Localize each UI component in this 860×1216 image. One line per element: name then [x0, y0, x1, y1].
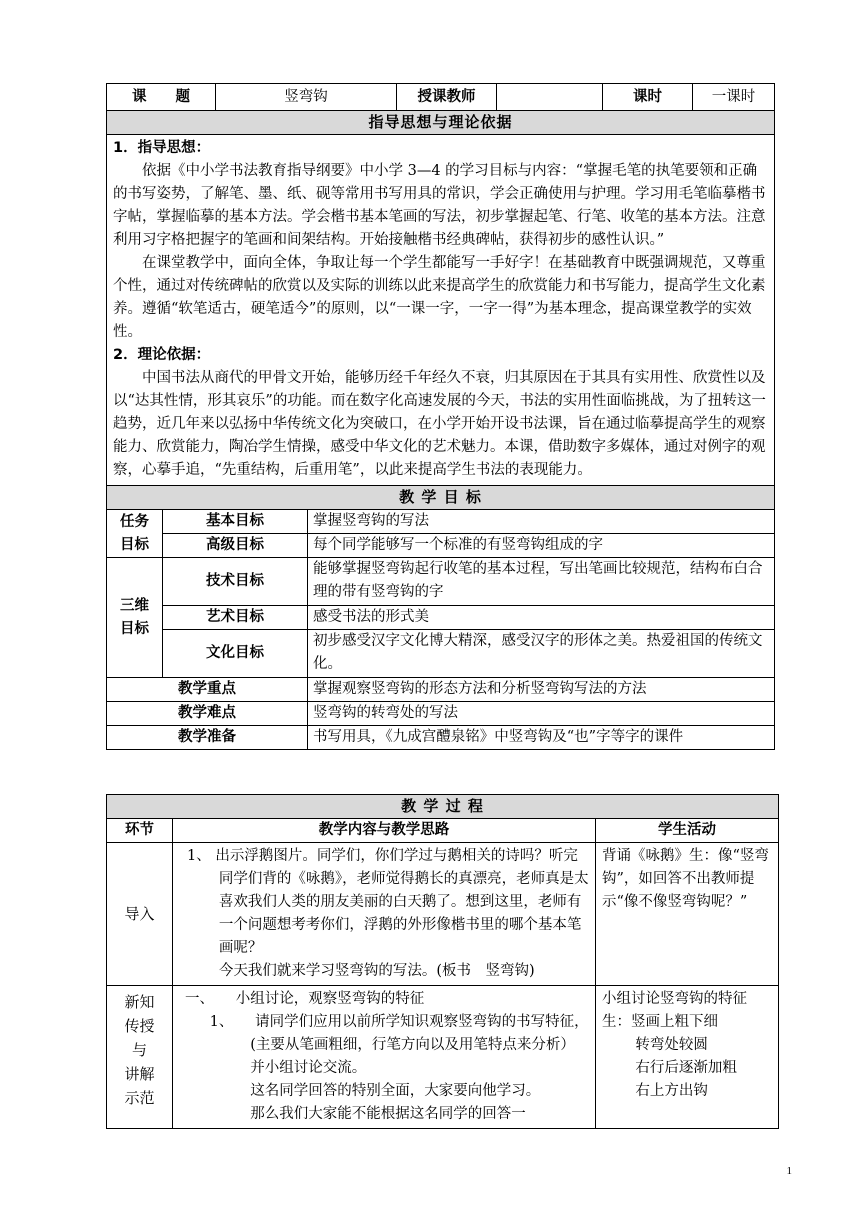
new-content-line-2: 1、 请同学们应用以前所学知识观察竖弯钩的书写特征，(主要从笔画粗细，行笔方向以及用笔特点来分析）并小组讨论交流。: [209, 1014, 589, 1076]
new-student-line-4: 右行后逐渐加粗: [635, 1060, 737, 1076]
theory-paragraph: 中国书法从商代的甲骨文开始，能够历经千年经久不衰，归其原因在于其具有实用性、欣赏性以及以“达其性情，形其哀乐”的功能。而在数字化高速发展的今天，书法的实用性面临挑战，为了扭转这一趋势，近几年来以弘扬中华传统文化为突破口，在小学开始开设书法课，旨在通过临摹提高学生的观察能力、欣赏能力，陶冶学生情操，感受中华文化的艺术魅力。本课，借助数字多媒体，通过对例字的观察，心摹手追，“先重结构，后重用笔”，以此来提高学生书法的表现能力。: [113, 370, 766, 478]
process-title: 教 学 过 程: [107, 795, 779, 819]
culture-goal-label: 文化目标: [163, 630, 308, 678]
new-content-line-4: 那么我们大家能不能根据这名同学的回答一: [250, 1106, 526, 1122]
col-header-content: 教学内容与教学思路: [173, 819, 596, 843]
advanced-goal-label: 高级目标: [163, 534, 308, 558]
guide-paragraph-2: 在课堂教学中，面向全体，争取让每一个学生都能写一手好字！在基础教育中既强调规范，又尊重个性，通过对传统碑帖的欣赏以及实际的训练以此来提高学生的欣赏能力和书写能力，提高学生文化素养。遵循“软笔适古，硬笔适今”的原则，以“一课一字，一字一得”为基本理念，提高课堂教学的实效性。: [113, 255, 766, 340]
three-dim-label: 三维目标: [107, 558, 163, 678]
preparation-text: 书写用具，《九成宫醴泉铭》中竖弯钩及“也”字等字的课件: [308, 726, 775, 750]
section-title-guidance: 指导思想与理论依据: [107, 111, 775, 135]
guidance-body: [107, 135, 775, 486]
intro-student-activity: 背诵《咏鹅》生：像“竖弯钩”，如回答不出教师提示“像不像竖弯钩呢？”: [596, 843, 779, 986]
stage-intro-label: 导入: [107, 843, 173, 986]
stage-new-line-3: 与: [131, 1041, 147, 1059]
basic-goal-text: 掌握竖弯钩的写法: [308, 510, 775, 534]
teaching-process-table: [106, 794, 779, 1129]
page-number: 1: [786, 1165, 792, 1177]
stage-new-line-1: 新知: [124, 993, 155, 1011]
stage-new-line-4: 讲解: [124, 1065, 155, 1083]
stage-new-line-2: 传授: [124, 1017, 155, 1035]
preparation-label: 教学准备: [107, 726, 308, 750]
intro-content: 1、 出示浮鹅图片。同学们，你们学过与鹅相关的诗吗？听完同学们背的《咏鹅》，老师觉得鹅长的真漂亮，老师真是太喜欢我们人类的朋友美丽的白天鹅了。想到这里，老师有一个问题想考考你们，浮鹅的外形像楷书里的哪个基本笔画呢？: [187, 848, 589, 956]
new-student-activity: [596, 986, 779, 1129]
culture-goal-text: 初步感受汉字文化博大精深，感受汉字的形体之美。热爱祖国的传统文化。: [308, 630, 775, 678]
col-header-stage: 环节: [107, 819, 173, 843]
difficulty-label: 教学难点: [107, 702, 308, 726]
new-student-line-1: 小组讨论竖弯钩的特征: [602, 991, 747, 1007]
stage-new-line-5: 示范: [124, 1089, 155, 1107]
key-point-label: 教学重点: [107, 678, 308, 702]
lesson-info-table: [106, 83, 775, 750]
section-title-goals: 教 学 目 标: [107, 486, 775, 510]
new-student-line-5: 右上方出钩: [635, 1083, 708, 1099]
topic-label: 课 题: [107, 84, 216, 111]
guide-heading: 1．指导思想：: [113, 140, 211, 156]
col-header-student: 学生活动: [596, 819, 779, 843]
new-student-line-2: 生：竖画上粗下细: [602, 1014, 718, 1030]
period-value: 一课时: [693, 84, 775, 111]
new-student-line-3: 转弯处较圆: [635, 1037, 708, 1053]
tech-goal-text: 能够掌握竖弯钩起行收笔的基本过程，写出笔画比较规范，结构布白合理的带有竖弯钩的字: [308, 558, 775, 606]
difficulty-text: 竖弯钩的转弯处的写法: [308, 702, 775, 726]
art-goal-text: 感受书法的形式美: [308, 606, 775, 630]
key-point-text: 掌握观察竖弯钩的形态方法和分析竖弯钩写法的方法: [308, 678, 775, 702]
new-content-line-3: 这名同学回答的特别全面，大家要向他学习。: [250, 1083, 541, 1099]
new-content-line-1: 一、 小组讨论，观察竖弯钩的特征: [185, 991, 425, 1007]
basic-goal-label: 基本目标: [163, 510, 308, 534]
period-label: 课时: [603, 84, 693, 111]
theory-heading: 2．理论依据：: [113, 347, 211, 363]
intro-content-2: 今天我们就来学习竖弯钩的写法。(板书 竖弯钩): [218, 963, 535, 979]
intro-content-cell: [173, 843, 596, 986]
teacher-value: [497, 84, 603, 111]
topic-value: 竖弯钩: [216, 84, 397, 111]
tech-goal-label: 技术目标: [163, 558, 308, 606]
new-content-cell: [173, 986, 596, 1129]
stage-new-label: [107, 986, 173, 1129]
advanced-goal-text: 每个同学能够写一个标准的有竖弯钩组成的字: [308, 534, 775, 558]
teacher-label: 授课教师: [397, 84, 497, 111]
task-goal-label: 任务目标: [107, 510, 163, 558]
art-goal-label: 艺术目标: [163, 606, 308, 630]
guide-paragraph-1: 依据《中小学书法教育指导纲要》中小学 3—4 的学习目标与内容：“掌握毛笔的执笔要领和正确的书写姿势，了解笔、墨、纸、砚等常用书写用具的常识，学会正确使用与护理。学习用毛笔临摹楷书字帖，掌握临摹的基本方法。学会楷书基本笔画的写法，初步掌握起笔、行笔、收笔的基本方法。注意利用习字格把握字的笔画和间架结构。开始接触楷书经典碑帖，获得初步的感性认识。”: [113, 163, 766, 248]
